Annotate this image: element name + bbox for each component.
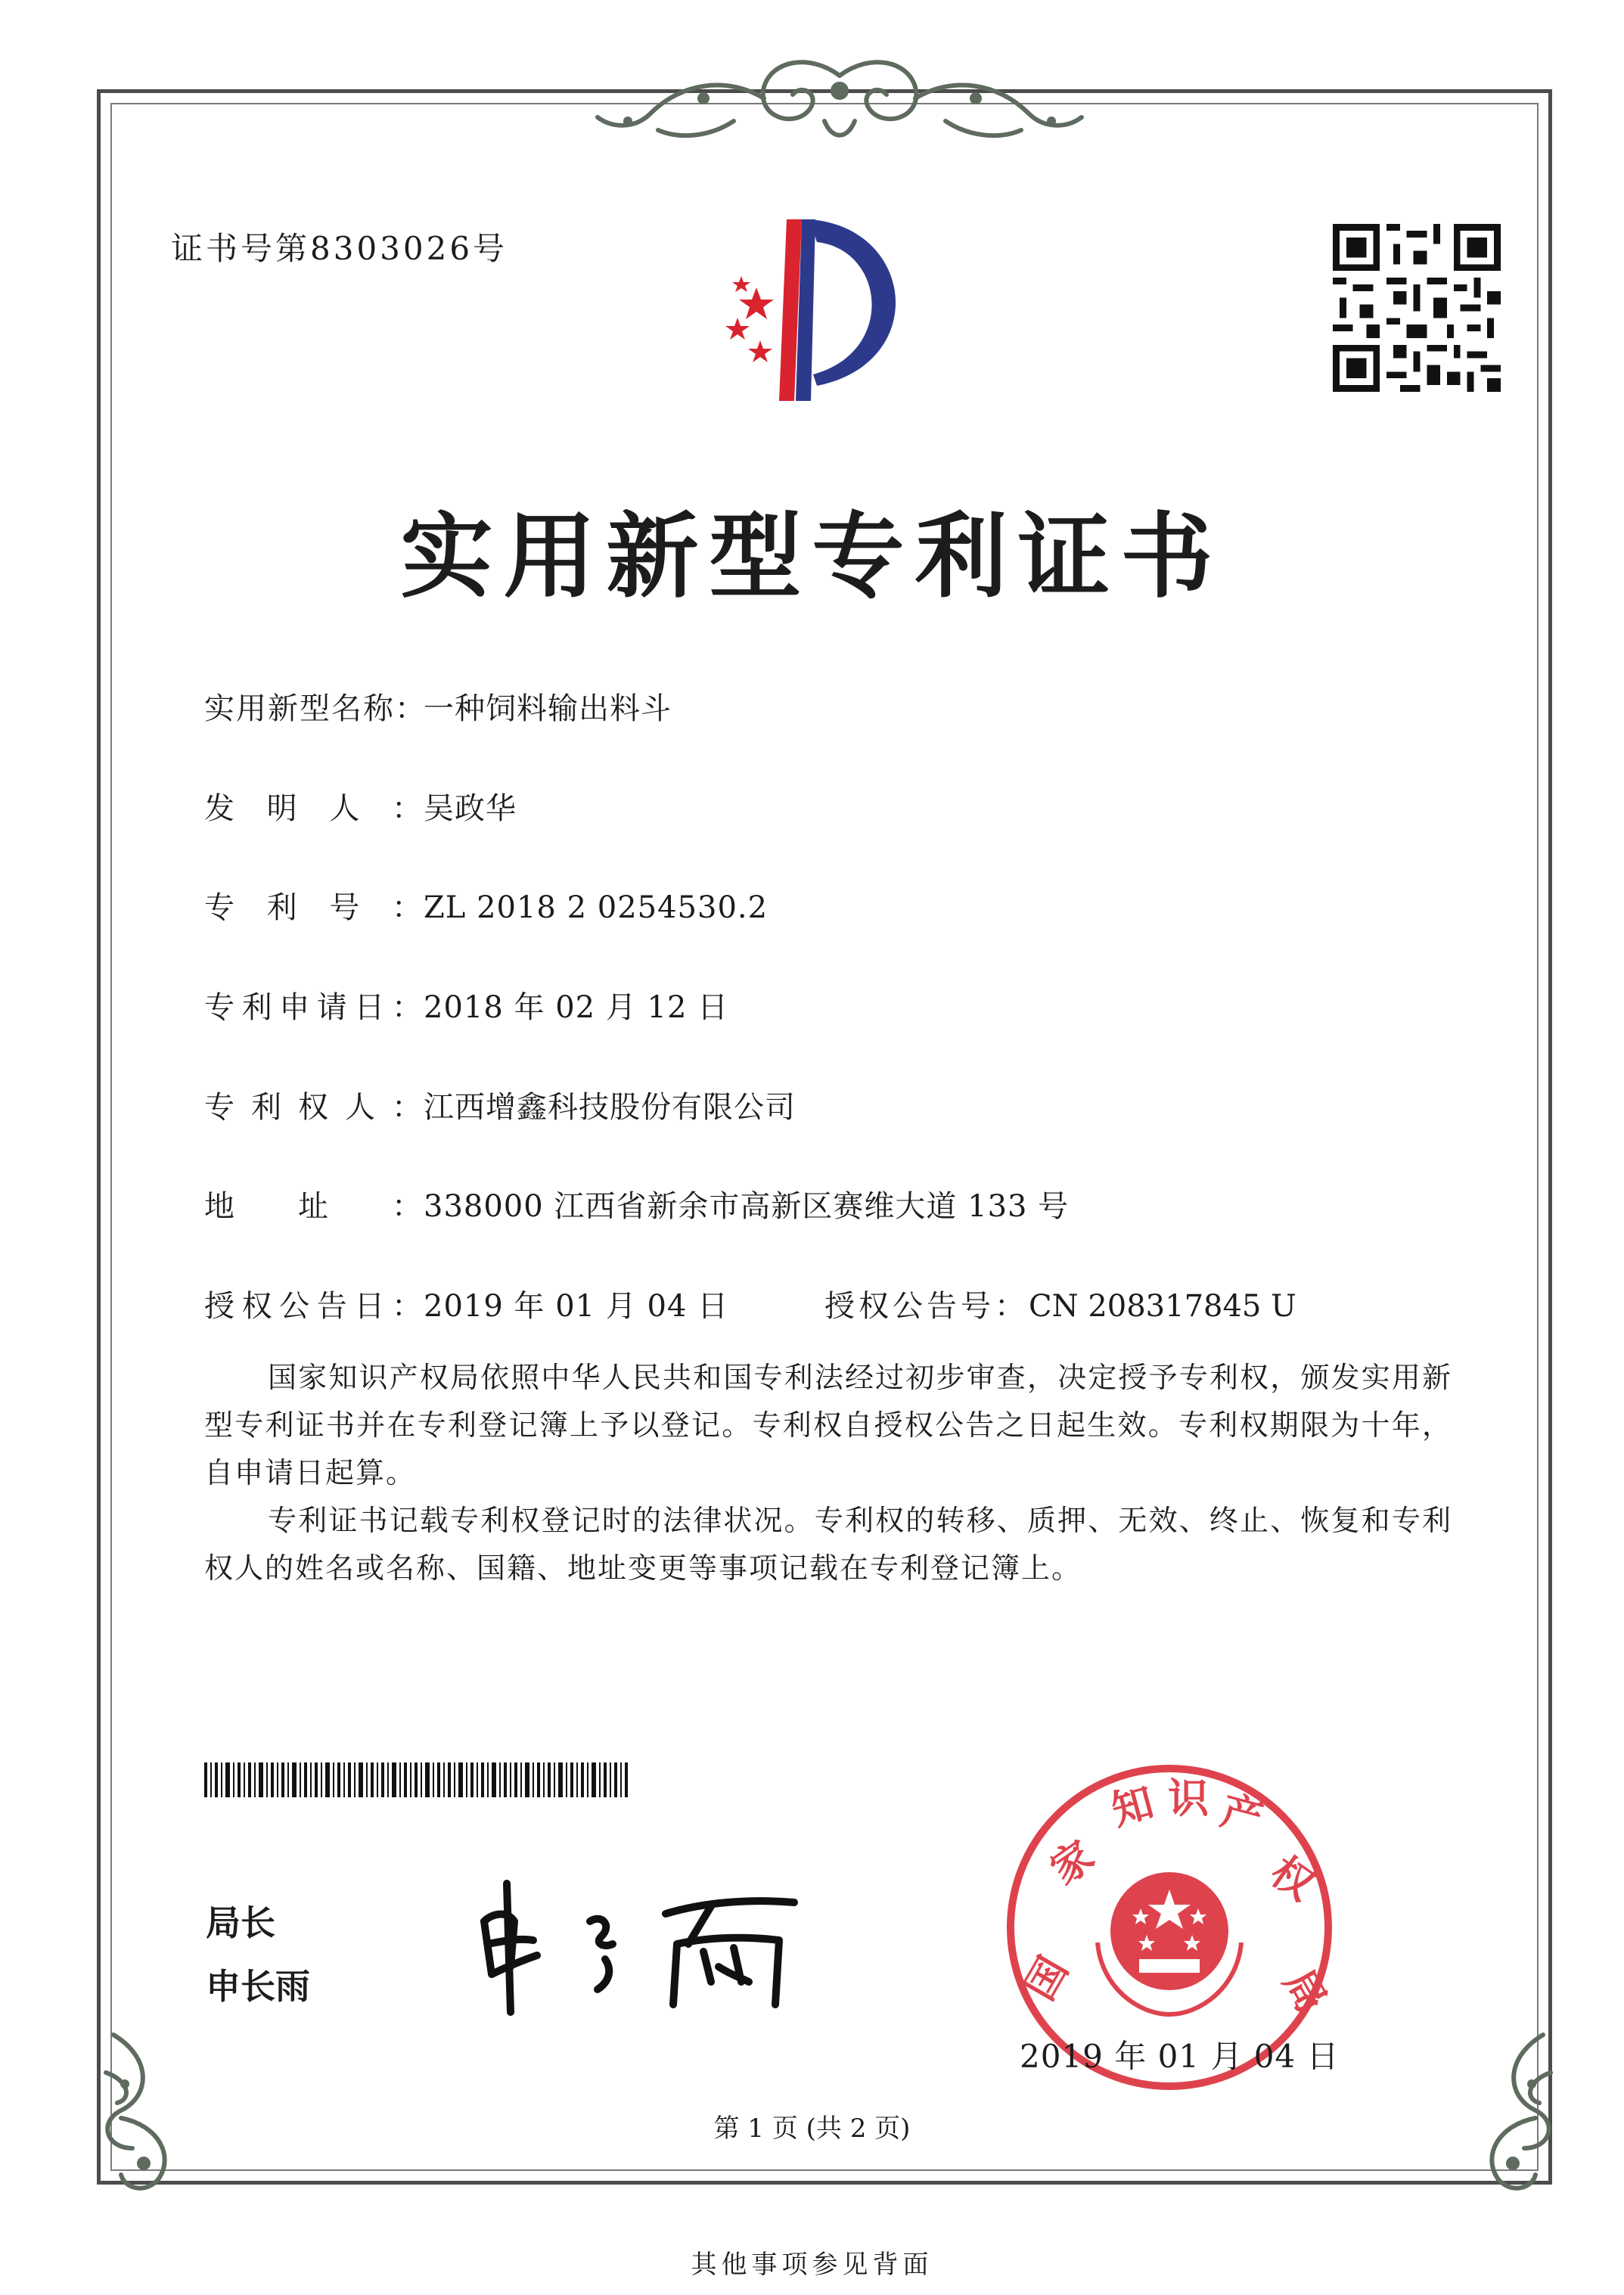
- barcode-icon: [204, 1762, 628, 1797]
- top-ornament-icon: [582, 45, 1097, 159]
- field-label: 实用新型名称：: [204, 691, 427, 726]
- handwritten-signature-icon: [461, 1868, 840, 2020]
- svg-text:识: 识: [1168, 1775, 1209, 1822]
- signatory-block: [206, 1891, 310, 2018]
- field-value: 一种饲料输出料斗: [424, 691, 672, 726]
- svg-text:家: 家: [1042, 1831, 1103, 1894]
- certificate-number: 证书号第8303026号: [171, 230, 508, 267]
- field-value: 吴政华: [424, 791, 517, 826]
- field-label: 专利号：: [204, 890, 424, 925]
- svg-text:产: 产: [1216, 1786, 1268, 1843]
- signatory-name: 申长雨: [206, 1966, 310, 2007]
- field-inventor: [204, 784, 517, 828]
- field-label: 发明人：: [204, 791, 424, 826]
- field-value: 2018 年 02 月 12 日: [424, 990, 729, 1025]
- field-address: [204, 1182, 1069, 1225]
- seal-date: 2019 年 01 月 04 日: [1020, 2038, 1340, 2075]
- page-indicator: 第 1 页 (共 2 页): [713, 2113, 911, 2144]
- document-title: 实用新型专利证书: [400, 503, 1224, 610]
- legal-statement: [204, 1354, 1452, 1592]
- cnipa-logo-icon: [696, 204, 953, 416]
- qr-code-icon: [1333, 224, 1501, 392]
- field-value: 338000 江西省新余市高新区赛维大道 133 号: [424, 1189, 1070, 1224]
- field-value: 江西增鑫科技股份有限公司: [424, 1090, 796, 1125]
- svg-text:权: 权: [1262, 1847, 1323, 1910]
- field-label: 授权公告号：: [824, 1289, 1029, 1324]
- svg-text:局: 局: [1274, 1961, 1337, 2021]
- svg-text:知: 知: [1107, 1778, 1159, 1835]
- field-utility-model-name: [204, 685, 672, 728]
- field-patent-holder: [204, 1083, 796, 1126]
- field-grant-announcement-date: [204, 1282, 728, 1325]
- statement-paragraph: 专利证书记载专利权登记时的法律状况。专利权的转移、质押、无效、终止、恢复和专利权人的姓名或名称、国籍、地址变更等事项记载在专利登记簿上。: [204, 1504, 1452, 1585]
- field-label: 地址：: [204, 1189, 424, 1224]
- field-patent-number: [204, 884, 768, 927]
- statement-paragraph: 国家知识产权局依照中华人民共和国专利法经过初步审查，决定授予专利权，颁发实用新型专利证书并在专利登记簿上予以登记。专利权自授权公告之日起生效。专利权期限为十年，自申请日起算。: [204, 1361, 1452, 1489]
- field-grant-announcement-number: [824, 1282, 1296, 1325]
- field-label: 专利申请日：: [204, 990, 424, 1025]
- field-application-date: [204, 983, 728, 1026]
- field-value: 2019 年 01 月 04 日: [424, 1289, 729, 1324]
- field-value: CN 208317845 U: [1029, 1289, 1296, 1324]
- signatory-title: 局长: [206, 1902, 275, 1943]
- svg-text:国: 国: [1015, 1949, 1078, 2008]
- footer-note: 其他事项参见背面: [691, 2250, 933, 2280]
- field-label: 专利权人：: [204, 1090, 424, 1125]
- field-label: 授权公告日：: [204, 1289, 424, 1324]
- field-value: ZL 2018 2 0254530.2: [424, 890, 769, 925]
